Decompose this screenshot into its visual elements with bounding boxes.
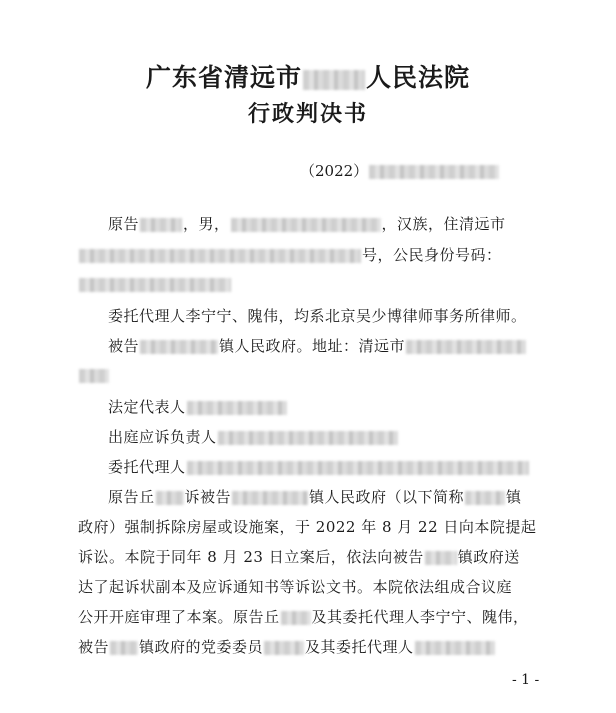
text-span: 法定代表人 xyxy=(108,398,186,416)
text-line: 委托代理人李宁宁、隗伟，均系北京吴少博律师事务所律师。 xyxy=(108,307,527,325)
court-title xyxy=(0,58,616,94)
court-title-part2: 人民法院 xyxy=(366,63,471,92)
redaction xyxy=(79,369,109,383)
text-line xyxy=(108,396,288,417)
text-span: ，男， xyxy=(183,215,230,233)
page-number: - 1 - xyxy=(512,672,540,688)
redaction xyxy=(218,431,398,445)
text-span: 诉被告 xyxy=(184,488,232,506)
case-number xyxy=(300,160,500,181)
text-span: ，汉族，住清远市 xyxy=(381,215,506,233)
redaction xyxy=(465,491,505,505)
redaction xyxy=(264,641,304,655)
text-line xyxy=(78,636,496,657)
text-span: 被告 xyxy=(78,638,110,656)
text-span: 被告 xyxy=(108,337,140,355)
redaction xyxy=(156,491,184,505)
redaction xyxy=(140,340,218,354)
text-line: 政府）强制拆除房屋或设施案，于 2022 年 8 月 22 日向本院提起 xyxy=(78,518,537,536)
redaction xyxy=(281,611,311,625)
text-span: 号，公民身份号码： xyxy=(362,246,502,264)
redaction xyxy=(406,340,526,354)
text-span: 及其委托代理人李宁宁、隗伟， xyxy=(311,608,529,626)
text-line xyxy=(78,275,232,293)
redaction xyxy=(79,278,231,292)
text-span: 委托代理人 xyxy=(108,458,186,476)
text-span: 公开开庭审理了本案。原告丘 xyxy=(78,608,280,626)
redaction xyxy=(231,218,381,232)
text-line xyxy=(78,244,502,265)
redaction xyxy=(187,461,529,475)
redaction xyxy=(425,551,457,565)
document-subtitle: 行政判决书 xyxy=(247,101,368,127)
text-span: 及其委托代理人 xyxy=(305,638,414,656)
text-span: 诉讼。本院于同年 8 月 23 日立案后，依法向被告 xyxy=(78,548,424,566)
text-line xyxy=(108,213,506,234)
court-title-part1: 广东省清远市 xyxy=(145,63,302,92)
text-span: 镇政府的党委委员 xyxy=(139,638,264,656)
redaction xyxy=(232,491,308,505)
redaction xyxy=(303,70,365,90)
text-span: 镇人民政府。地址：清远市 xyxy=(219,337,406,355)
text-line xyxy=(78,546,520,567)
text-line xyxy=(108,335,527,356)
redaction xyxy=(369,165,499,179)
text-line xyxy=(108,456,530,477)
text-line: 达了起诉状副本及应诉通知书等诉讼文书。本院依法组成合议庭 xyxy=(78,578,513,596)
redaction xyxy=(140,218,182,232)
redaction xyxy=(79,249,361,263)
redaction xyxy=(110,641,138,655)
text-line xyxy=(108,486,522,507)
text-span: 原告丘 xyxy=(108,488,155,506)
text-line xyxy=(108,426,399,447)
text-span: 镇 xyxy=(506,488,522,506)
text-line xyxy=(78,366,110,384)
text-span: 镇政府送 xyxy=(457,548,520,566)
text-span: 出庭应诉负责人 xyxy=(108,428,217,446)
case-number-prefix: （2022） xyxy=(300,162,369,180)
redaction xyxy=(415,641,495,655)
text-span: 镇人民政府（以下简称 xyxy=(309,488,465,506)
redaction xyxy=(187,401,287,415)
text-line xyxy=(78,606,529,627)
text-span: 原告 xyxy=(108,215,140,233)
